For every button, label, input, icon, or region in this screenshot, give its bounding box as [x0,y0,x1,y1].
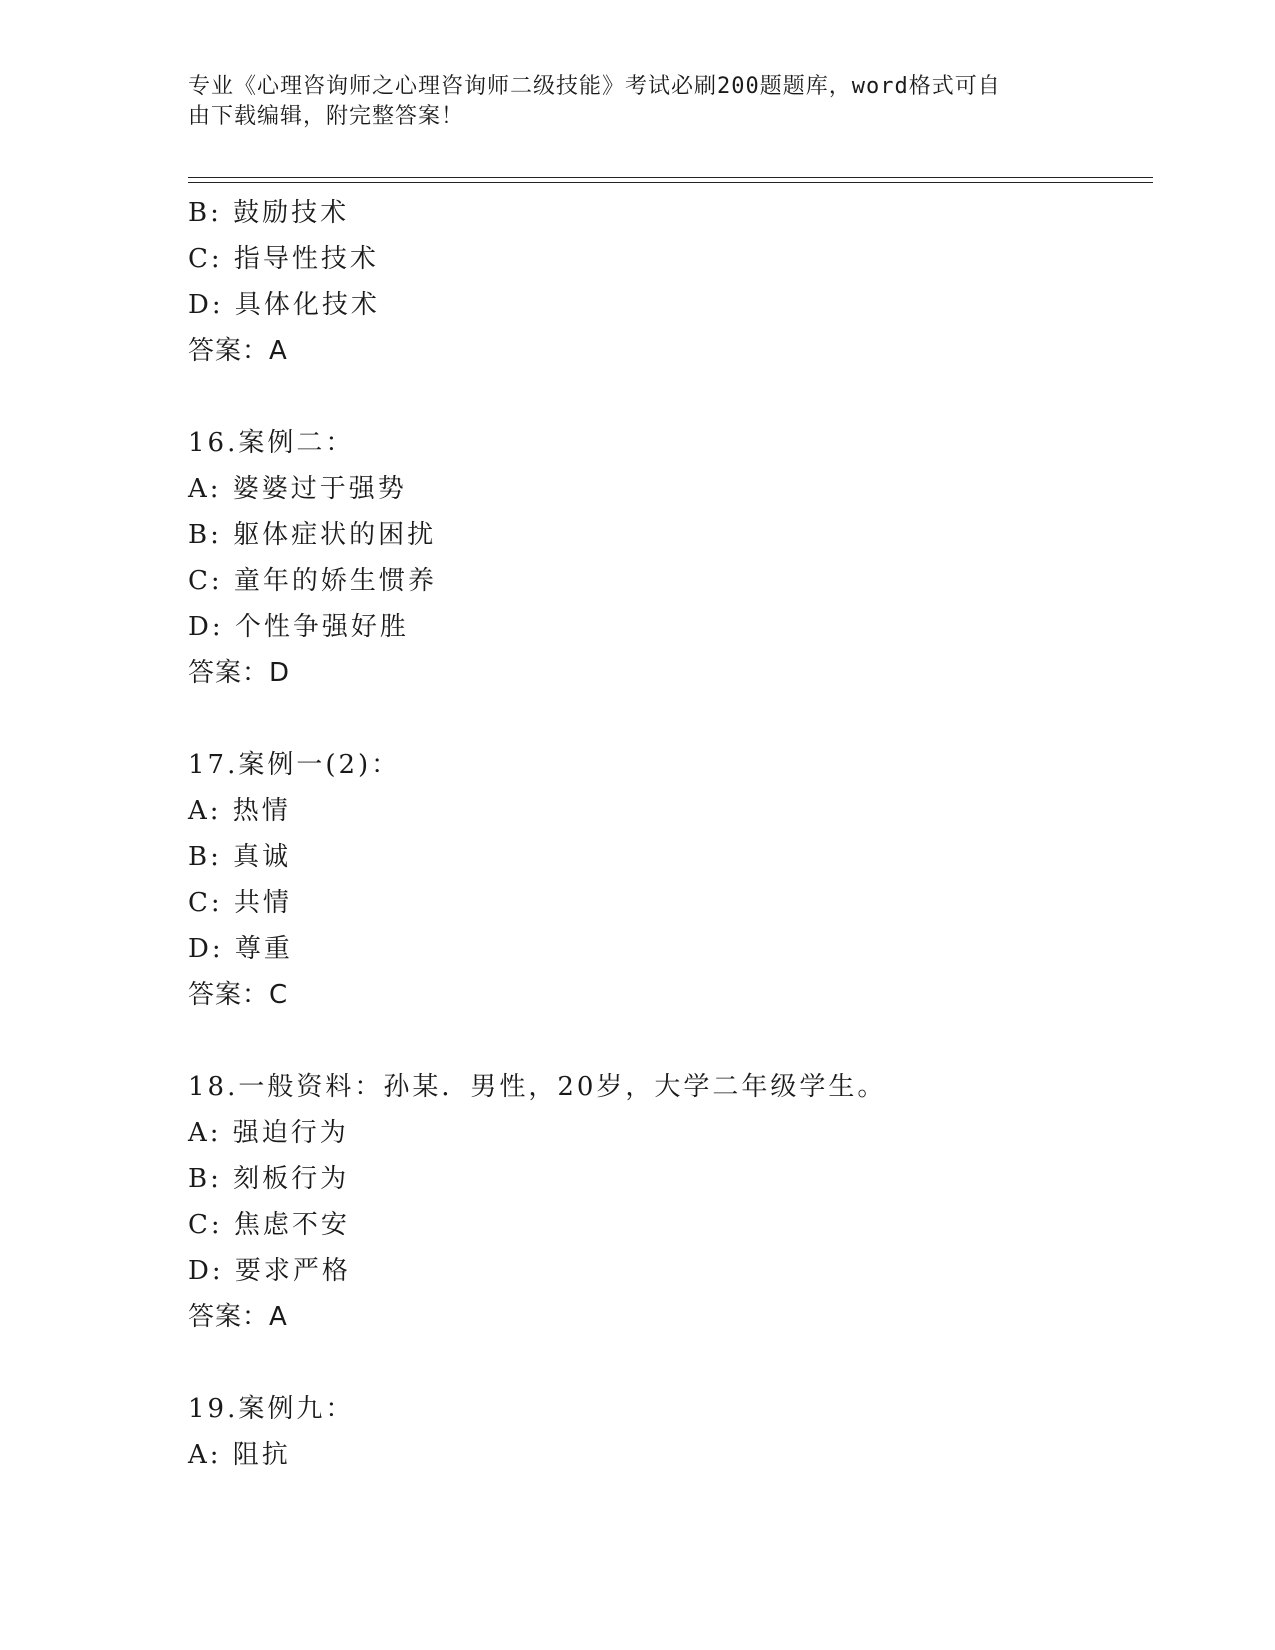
spacer [188,696,1148,742]
question-18 [188,1064,1148,1340]
spacer [188,1340,1148,1386]
option-d: D: 个性争强好胜 [188,612,409,642]
option-b: B: 真诚 [188,842,292,872]
question-continued [188,190,1148,374]
spacer [188,1018,1148,1064]
header-line-2: 由下载编辑，附完整答案！ [188,104,465,129]
question-stem: 19.案例九： [188,1394,355,1424]
option-b: B: 躯体症状的困扰 [188,520,437,550]
question-16 [188,420,1148,696]
answer-line: 答案：D [188,658,291,688]
answer-line: 答案：C [188,980,289,1010]
document-header [188,72,1088,132]
question-19 [188,1386,1148,1478]
option-a: A: 阻抗 [188,1440,291,1470]
option-a: A: 婆婆过于强势 [188,474,407,504]
option-b: B: 刻板行为 [188,1164,350,1194]
header-divider-bottom [188,182,1153,183]
question-17 [188,742,1148,1018]
header-line-1: 专业《心理咨询师之心理咨询师二级技能》考试必刷200题题库，word格式可自 [188,74,1001,99]
option-c: C: 指导性技术 [188,244,379,274]
option-c: C: 焦虑不安 [188,1210,350,1240]
option-a: A: 热情 [188,796,291,826]
question-stem: 18.一般资料：孙某．男性，20岁，大学二年级学生。 [188,1072,887,1102]
header-divider-top [188,177,1153,178]
question-stem: 17.案例一(2)： [188,750,401,780]
spacer [188,374,1148,420]
option-b: B: 鼓励技术 [188,198,350,228]
option-d: D: 具体化技术 [188,290,380,320]
option-c: C: 共情 [188,888,292,918]
option-d: D: 尊重 [188,934,293,964]
question-stem: 16.案例二： [188,428,355,458]
option-a: A: 强迫行为 [188,1118,349,1148]
option-d: D: 要求严格 [188,1256,351,1286]
question-list [188,190,1148,1478]
answer-line: 答案：A [188,336,288,366]
answer-line: 答案：A [188,1302,288,1332]
option-c: C: 童年的娇生惯养 [188,566,437,596]
